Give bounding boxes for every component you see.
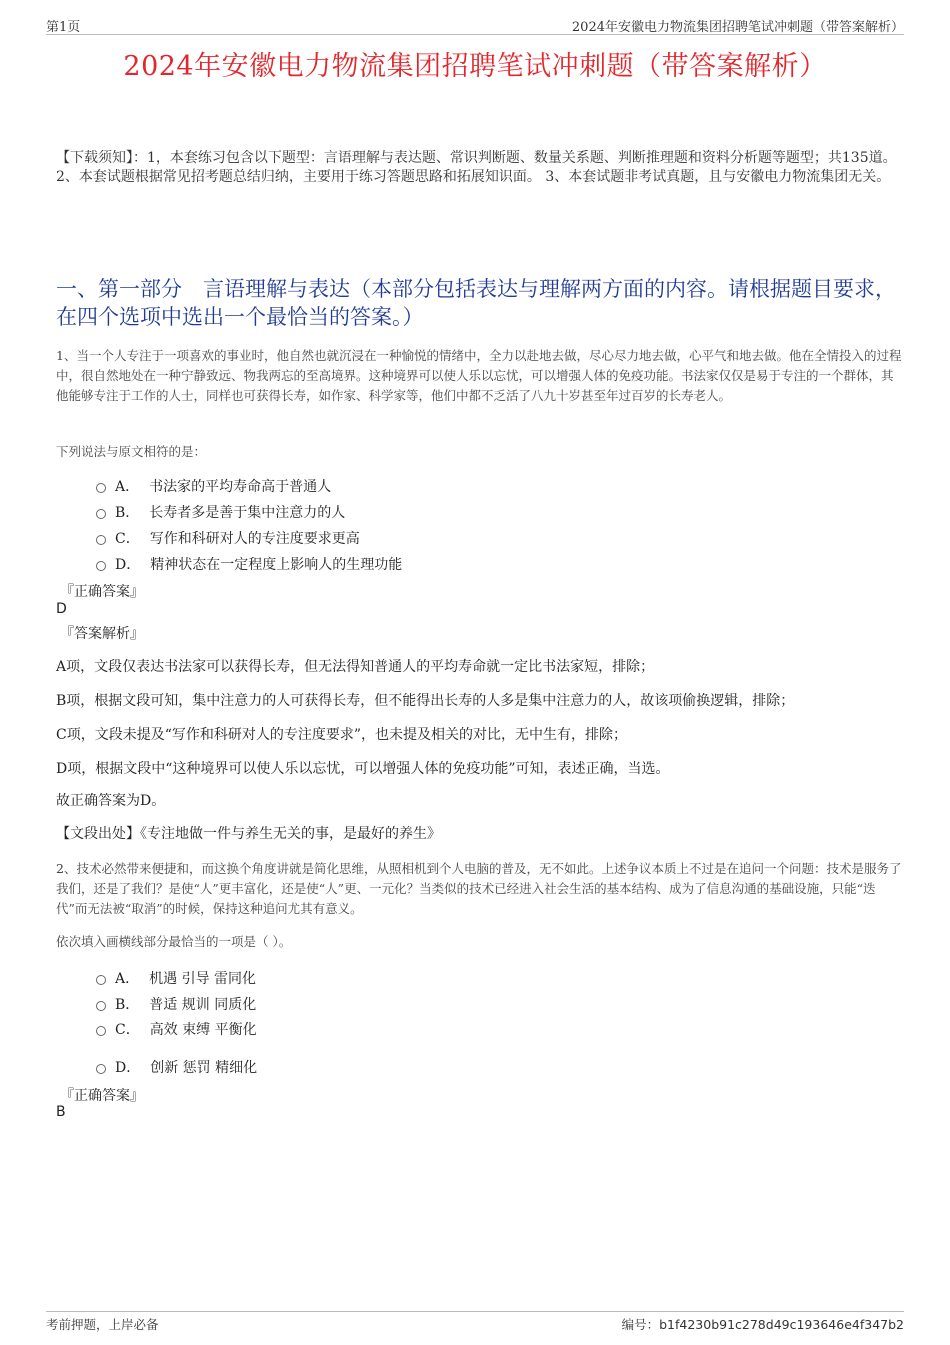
footer-slogan: 考前押题，上岸必备 <box>46 1317 159 1332</box>
question-1-option-b[interactable] <box>96 502 345 522</box>
question-1-stem: 1、当一个人专注于一项喜欢的事业时，他自然也就沉浸在一种愉悦的情绪中，全力以赴地去做，尽心尽力地去做，心平气和地去做。他在全情投入的过程中，很自然地处在一种宁静致远、物我两忘的至高境界。这种境界可以使人乐以忘忧，可以增强人体的免疫功能。书法家仅仅是易于专注的一个群体，其他能够专注于工作的人士，同样也可获得长寿，如作家、科学家等，他们中都不乏活了八九十岁甚至年过百岁的长寿老人。 <box>56 348 902 403</box>
option-key: D． <box>115 557 141 573</box>
page-number: 第1页 <box>46 20 81 35</box>
footer-code-value: b1f4230b91c278d49c193646e4f347b2 <box>659 1317 904 1332</box>
radio-button-icon[interactable] <box>96 1001 106 1011</box>
question-2-option-a[interactable] <box>96 968 256 988</box>
option-key: B． <box>115 997 140 1013</box>
question-2-stem: 2、技术必然带来便捷和，而这换个角度讲就是简化思维，从照相机到个人电脑的普及，无不如此。上述争议本质上不过是在追问一个问题：技术是服务了我们，还是了我们？是使“人”更丰富化，还是使“人”更、一元化？当类似的技术已经进入社会生活的基本结构、成为了信息沟通的基础设施，只能“迭代”而无法被“取消”的时候，保持这种追问尤其有意义。 <box>56 861 902 916</box>
option-key: C． <box>115 531 140 547</box>
question-2-answer-label: 『正确答案』 <box>60 1088 144 1104</box>
option-key: B． <box>115 505 140 521</box>
option-key: C． <box>115 1022 140 1038</box>
footer-code <box>622 1315 904 1333</box>
question-1-answer: D <box>56 601 67 617</box>
option-text: 精神状态在一定程度上影响人的生理功能 <box>150 557 403 573</box>
option-text: 创新 惩罚 精细化 <box>150 1060 258 1076</box>
analysis-item-a: A项，文段仅表达书法家可以获得长寿，但无法得知普通人的平均寿命就一定比书法家短，排除； <box>56 659 655 675</box>
analysis-item-d: D项，根据文段中“这种境界可以使人乐以忘忧，可以增强人体的免疫功能”可知，表述正确，当选。 <box>56 761 670 777</box>
question-2-option-c[interactable] <box>96 1019 257 1039</box>
question-1-answer-label: 『正确答案』 <box>60 584 144 600</box>
option-key: A． <box>115 479 140 495</box>
question-1-option-c[interactable] <box>96 528 360 548</box>
download-notice: 【下载须知】：1，本套练习包含以下题型：言语理解与表达题、常识判断题、数量关系题、判断推理题和资料分析题等题型；共135道。 2、本套试题根据常见招考题总结归纳，主要用于练习答题思路和拓展知识面。 3、本套试题非考试真题，且与安徽电力物流集团无关。 <box>56 150 897 185</box>
page-header <box>46 14 904 35</box>
radio-button-icon[interactable] <box>96 535 106 545</box>
header-doc-title: 2024年安徽电力物流集团招聘笔试冲刺题（带答案解析） <box>571 20 904 35</box>
option-text: 普适 规训 同质化 <box>149 997 257 1013</box>
question-1-prompt: 下列说法与原文相符的是： <box>56 444 207 459</box>
radio-button-icon[interactable] <box>96 561 106 571</box>
analysis-item-c: C项，文段未提及“写作和科研对人的专注度要求”，也未提及相关的对比，无中生有，排除； <box>56 727 628 743</box>
radio-button-icon[interactable] <box>96 1026 106 1036</box>
option-text: 机遇 引导 雷同化 <box>149 971 257 987</box>
option-text: 书法家的平均寿命高于普通人 <box>149 479 332 495</box>
option-text: 长寿者多是善于集中注意力的人 <box>149 505 346 521</box>
question-2-answer: B <box>56 1104 66 1120</box>
footer-code-label: 编号： <box>621 1317 660 1332</box>
radio-button-icon[interactable] <box>96 1064 106 1074</box>
radio-button-icon[interactable] <box>96 483 106 493</box>
option-text: 高效 束缚 平衡化 <box>149 1022 257 1038</box>
question-1-option-a[interactable] <box>96 476 331 496</box>
option-key: A． <box>115 971 140 987</box>
section-heading: 一、第一部分 言语理解与表达（本部分包括表达与理解两方面的内容。请根据题目要求，在四个选项中选出一个最恰当的答案。） <box>56 277 896 329</box>
question-2-option-d[interactable] <box>96 1057 257 1077</box>
question-1-conclusion: 故正确答案为D。 <box>56 793 166 809</box>
question-1-analysis-label: 『答案解析』 <box>60 626 144 642</box>
radio-button-icon[interactable] <box>96 975 106 985</box>
question-1-source: 【文段出处】《专注地做一件与养生无关的事，是最好的养生》 <box>56 826 441 842</box>
question-1-option-d[interactable] <box>96 554 402 574</box>
document-title: 2024年安徽电力物流集团招聘笔试冲刺题（带答案解析） <box>123 51 827 82</box>
question-2-prompt: 依次填入画横线部分最恰当的一项是（ ）。 <box>56 934 292 949</box>
option-text: 写作和科研对人的专注度要求更高 <box>149 531 360 547</box>
analysis-item-b: B项，根据文段可知，集中注意力的人可获得长寿，但不能得出长寿的人多是集中注意力的人，故该项偷换逻辑，排除； <box>56 693 795 709</box>
question-2-option-b[interactable] <box>96 994 256 1014</box>
option-key: D． <box>115 1060 141 1076</box>
page-footer <box>46 1311 904 1332</box>
radio-button-icon[interactable] <box>96 509 106 519</box>
